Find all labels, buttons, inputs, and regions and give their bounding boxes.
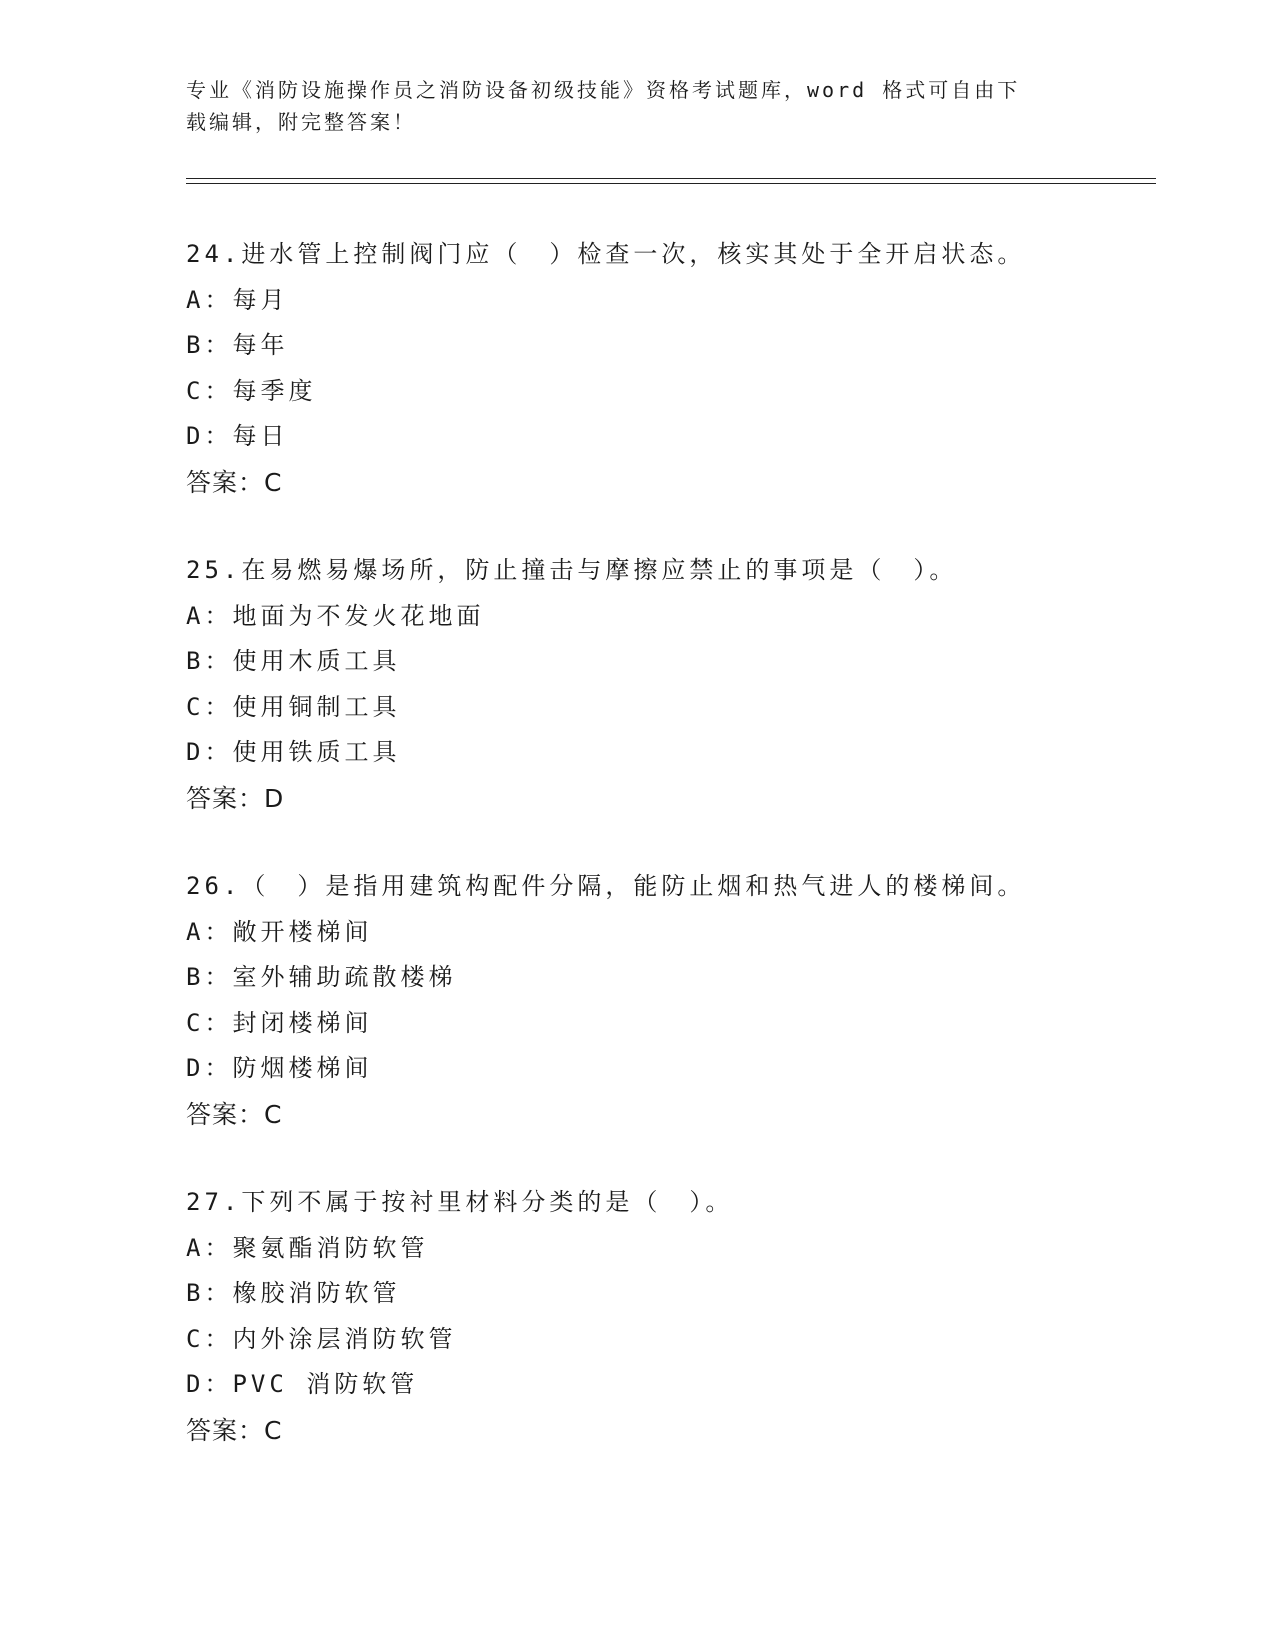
option-c: C：内外涂层消防软管: [186, 1324, 457, 1353]
document-header: [186, 74, 1066, 138]
option-b: B：使用木质工具: [186, 647, 401, 675]
option-d: D：每日: [186, 422, 289, 450]
question-stem: 24.进水管上控制阀门应（ ）检查一次，核实其处于全开启状态。: [186, 240, 1026, 268]
option-c: C：每季度: [186, 376, 317, 405]
option-d: D：防烟楼梯间: [186, 1054, 373, 1082]
question-block-25: [186, 548, 1166, 821]
option-a: A：敞开楼梯间: [186, 917, 373, 946]
question-stem: 27.下列不属于按衬里材料分类的是（ ）。: [186, 1188, 734, 1216]
answer-label: 答案：C: [186, 1099, 283, 1129]
answer-label: 答案：C: [186, 467, 283, 497]
option-a: A：每月: [186, 285, 289, 314]
option-b: B：室外辅助疏散楼梯: [186, 963, 457, 991]
question-block-24: [186, 232, 1166, 505]
answer-label: 答案：C: [186, 1415, 283, 1445]
header-line-2: 载编辑，附完整答案！: [186, 110, 416, 134]
option-a: A：地面为不发火花地面: [186, 601, 485, 630]
option-b: B：橡胶消防软管: [186, 1279, 401, 1307]
answer-label: 答案：D: [186, 783, 285, 813]
question-block-27: [186, 1180, 1166, 1453]
option-d: D：PVC 消防软管: [186, 1370, 419, 1398]
option-b: B：每年: [186, 331, 289, 359]
option-a: A：聚氨酯消防软管: [186, 1233, 429, 1262]
header-divider-top: [186, 178, 1156, 179]
question-block-26: [186, 864, 1166, 1137]
option-c: C：封闭楼梯间: [186, 1008, 373, 1037]
header-line-1: 专业《消防设施操作员之消防设备初级技能》资格考试题库，word 格式可自由下: [186, 78, 1021, 102]
question-stem: 26.（ ）是指用建筑构配件分隔，能防止烟和热气进人的楼梯间。: [186, 872, 1026, 900]
option-d: D：使用铁质工具: [186, 738, 401, 766]
header-divider-bottom: [186, 183, 1156, 184]
option-c: C：使用铜制工具: [186, 692, 401, 721]
question-stem: 25.在易燃易爆场所，防止撞击与摩擦应禁止的事项是（ ）。: [186, 556, 958, 584]
